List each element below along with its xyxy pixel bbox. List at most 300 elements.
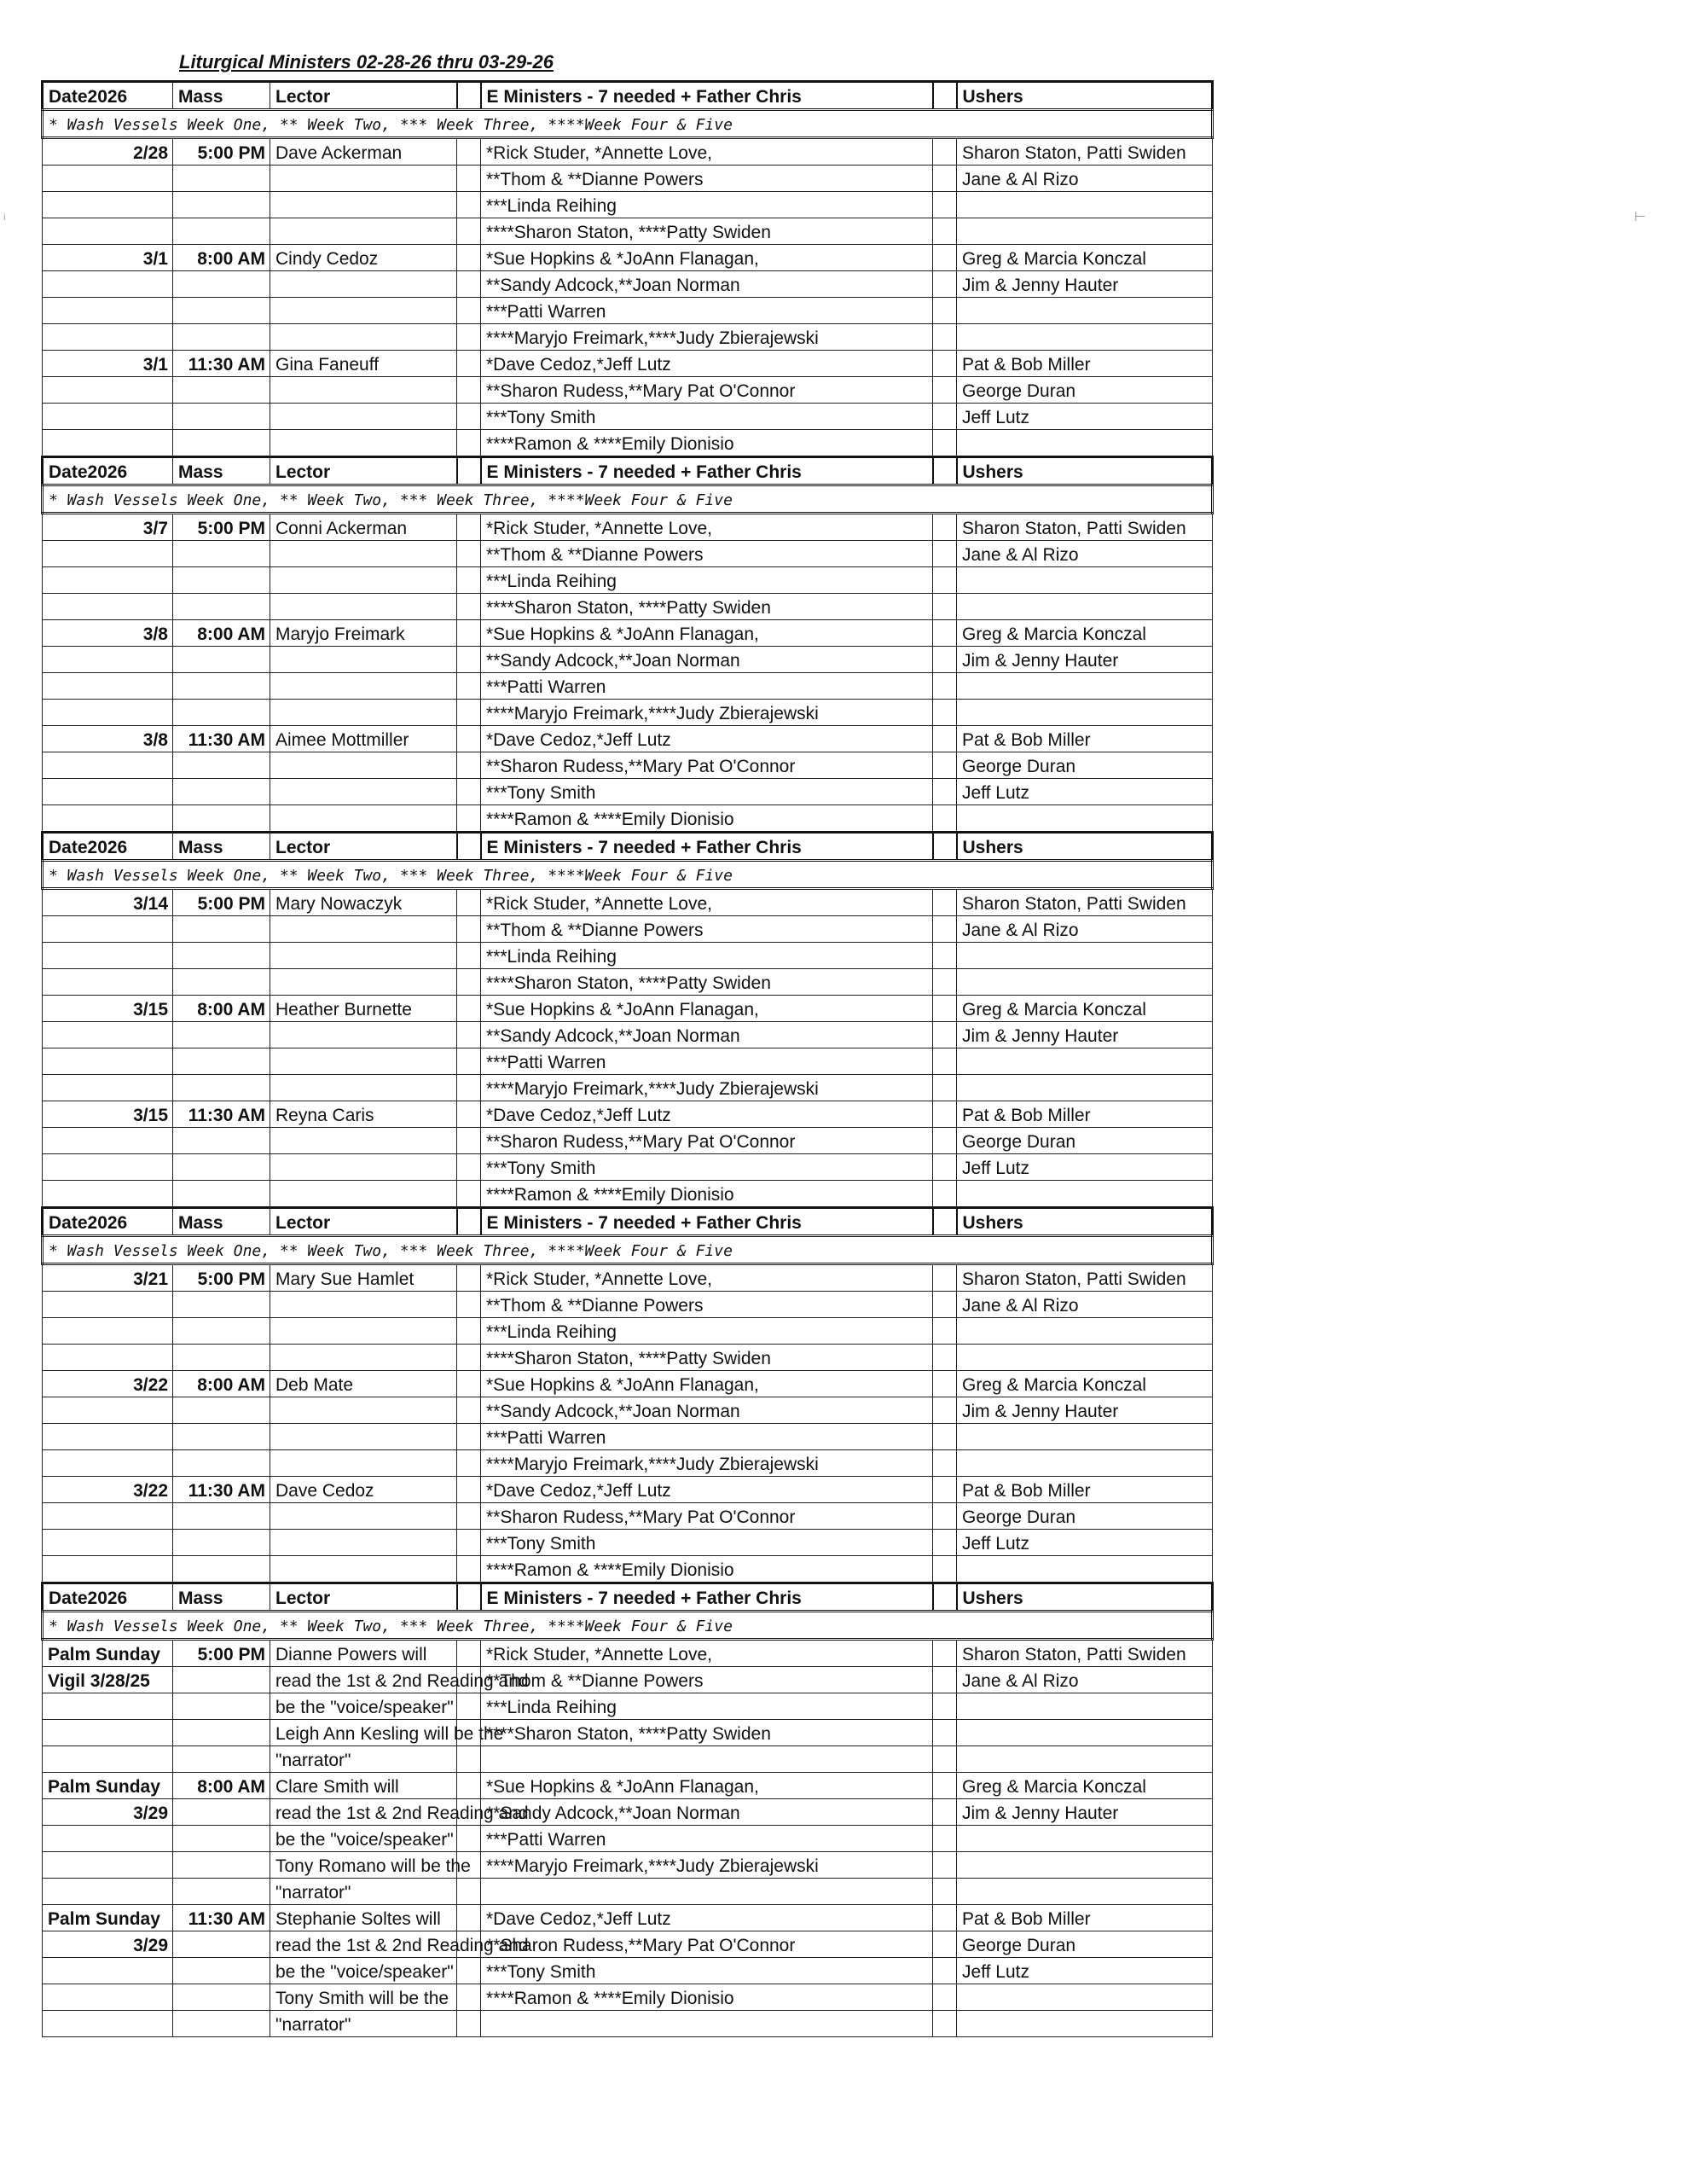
lector-cell: Leigh Ann Kesling will be the [270,1720,457,1746]
schedule-row [43,1879,1213,1905]
mass-time-cell [173,1154,270,1181]
mass-time-cell [173,192,270,218]
schedule-row [43,218,1213,245]
lector-cell: read the 1st & 2nd Reading and [270,1799,457,1826]
schedule-row [43,1667,1213,1693]
spacer-cell [457,1371,481,1397]
spacer-cell [933,2011,957,2037]
date-cell [43,324,173,351]
lector-cell: Dianne Powers will [270,1640,457,1667]
spacer-cell [457,1530,481,1556]
date-cell [43,298,173,324]
ministers-cell: *Rick Studer, *Annette Love, [481,1264,933,1292]
ministers-cell: *Rick Studer, *Annette Love, [481,138,933,166]
mass-time-cell [173,1318,270,1345]
date-cell [43,1318,173,1345]
spacer-cell [457,351,481,377]
spacer-cell [933,298,957,324]
date-cell [43,1826,173,1852]
lector-cell: "narrator" [270,2011,457,2037]
date-cell [43,943,173,969]
spacer-cell [933,1931,957,1958]
header-ushers: Ushers [957,82,1213,110]
ministers-cell: **Sharon Rudess,**Mary Pat O'Connor [481,377,933,404]
date-cell [43,1345,173,1371]
mass-time-cell [173,1075,270,1101]
mass-time-cell [173,805,270,833]
ministers-cell: **Sharon Rudess,**Mary Pat O'Connor [481,1128,933,1154]
schedule-row [43,351,1213,377]
ushers-cell: Jane & Al Rizo [957,1667,1213,1693]
lector-cell [270,1397,457,1424]
scan-mark-left: ᵢ [3,208,6,223]
spacer-cell [933,1640,957,1667]
schedule-row [43,1264,1213,1292]
ministers-cell: ****Maryjo Freimark,****Judy Zbierajewski [481,1852,933,1879]
ushers-cell: George Duran [957,1503,1213,1530]
date-cell [43,1154,173,1181]
header-gap [457,82,481,110]
header-gap [933,82,957,110]
spacer-cell [933,1879,957,1905]
spacer-cell [457,620,481,647]
ushers-cell: Jane & Al Rizo [957,916,1213,943]
date-cell: 3/1 [43,351,173,377]
date-cell [43,404,173,430]
ministers-cell: *Rick Studer, *Annette Love, [481,514,933,541]
lector-cell [270,1424,457,1450]
lector-cell: Aimee Mottmiller [270,726,457,752]
ushers-cell: George Duran [957,377,1213,404]
date-cell [43,805,173,833]
mass-time-cell [173,1693,270,1720]
lector-cell [270,752,457,779]
ushers-cell [957,1318,1213,1345]
spacer-cell [457,1477,481,1503]
spacer-cell [457,1984,481,2011]
spacer-cell [933,1450,957,1477]
lector-cell [270,271,457,298]
mass-time-cell [173,567,270,594]
mass-time-cell [173,1879,270,1905]
ministers-cell: ***Patti Warren [481,1826,933,1852]
date-cell [43,1292,173,1318]
mass-time-cell [173,752,270,779]
date-cell [43,192,173,218]
ministers-cell: ***Tony Smith [481,1154,933,1181]
lector-cell: Heather Burnette [270,996,457,1022]
lector-cell: Maryjo Freimark [270,620,457,647]
lector-cell [270,1345,457,1371]
schedule-row [43,1826,1213,1852]
mass-time-cell: 11:30 AM [173,1101,270,1128]
spacer-cell [457,567,481,594]
spacer-cell [933,1852,957,1879]
header-mass: Mass [173,82,270,110]
ministers-cell: ***Linda Reihing [481,192,933,218]
spacer-cell [933,805,957,833]
spacer-cell [933,351,957,377]
ushers-cell [957,1852,1213,1879]
schedule-row [43,1773,1213,1799]
header-gap [933,1208,957,1236]
ministers-cell: ****Sharon Staton, ****Patty Swiden [481,1345,933,1371]
mass-time-cell [173,779,270,805]
spacer-cell [933,1048,957,1075]
header-gap [457,1208,481,1236]
ushers-cell [957,218,1213,245]
ushers-cell: Jim & Jenny Hauter [957,1397,1213,1424]
schedule-row [43,1101,1213,1128]
ushers-cell [957,1450,1213,1477]
header-row [43,82,1213,110]
mass-time-cell [173,1292,270,1318]
lector-cell: "narrator" [270,1746,457,1773]
date-cell: Vigil 3/28/25 [43,1667,173,1693]
mass-time-cell [173,943,270,969]
ushers-cell: Jeff Lutz [957,779,1213,805]
spacer-cell [933,1128,957,1154]
ushers-cell [957,700,1213,726]
lector-cell: Clare Smith will [270,1773,457,1799]
schedule-row [43,2011,1213,2037]
lector-cell: Stephanie Soltes will [270,1905,457,1931]
spacer-cell [457,1503,481,1530]
ministers-cell [481,1746,933,1773]
schedule-row [43,541,1213,567]
spacer-cell [933,1154,957,1181]
date-cell [43,567,173,594]
mass-time-cell: 5:00 PM [173,889,270,916]
date-cell: 3/15 [43,996,173,1022]
ministers-cell: **Sharon Rudess,**Mary Pat O'Connor [481,1503,933,1530]
spacer-cell [457,324,481,351]
ministers-cell: ****Sharon Staton, ****Patty Swiden [481,594,933,620]
date-cell [43,271,173,298]
ushers-cell: Jane & Al Rizo [957,541,1213,567]
schedule-row [43,298,1213,324]
spacer-cell [933,647,957,673]
ushers-cell: Jeff Lutz [957,1958,1213,1984]
ministers-cell: ***Linda Reihing [481,1693,933,1720]
date-cell: Palm Sunday [43,1905,173,1931]
spacer-cell [933,271,957,298]
spacer-cell [933,1345,957,1371]
ministers-cell: *Sue Hopkins & *JoAnn Flanagan, [481,1773,933,1799]
date-cell [43,1852,173,1879]
ushers-cell: Greg & Marcia Konczal [957,620,1213,647]
date-cell [43,1556,173,1583]
lector-cell [270,1022,457,1048]
schedule-row [43,1345,1213,1371]
schedule-row [43,1931,1213,1958]
lector-cell [270,1503,457,1530]
date-cell: 3/8 [43,726,173,752]
ministers-cell: **Thom & **Dianne Powers [481,916,933,943]
schedule-row [43,969,1213,996]
header-lector: Lector [270,833,457,861]
spacer-cell [457,245,481,271]
spacer-cell [933,404,957,430]
ministers-cell: **Sandy Adcock,**Joan Norman [481,271,933,298]
lector-cell: be the "voice/speaker" [270,1826,457,1852]
spacer-cell [933,1075,957,1101]
lector-cell [270,1450,457,1477]
header-gap [933,1583,957,1612]
spacer-cell [457,1746,481,1773]
spacer-cell [933,324,957,351]
date-cell [43,218,173,245]
header-gap [457,833,481,861]
lector-cell [270,404,457,430]
date-cell [43,1746,173,1773]
lector-cell [270,594,457,620]
mass-time-cell [173,916,270,943]
mass-time-cell [173,1556,270,1583]
schedule-row [43,1640,1213,1667]
ushers-cell [957,324,1213,351]
ministers-cell: **Thom & **Dianne Powers [481,1292,933,1318]
date-cell [43,1424,173,1450]
ushers-cell: Greg & Marcia Konczal [957,1773,1213,1799]
mass-time-cell [173,1667,270,1693]
ministers-cell: ****Maryjo Freimark,****Judy Zbierajewski [481,700,933,726]
spacer-cell [933,245,957,271]
date-cell [43,969,173,996]
mass-time-cell [173,271,270,298]
schedule-row [43,620,1213,647]
spacer-cell [457,943,481,969]
ushers-cell: Pat & Bob Miller [957,1477,1213,1503]
date-cell [43,1530,173,1556]
ministers-cell: *Dave Cedoz,*Jeff Lutz [481,351,933,377]
header-date: Date2026 [43,457,173,485]
spacer-cell [457,1905,481,1931]
spacer-cell [933,1746,957,1773]
spacer-cell [933,1424,957,1450]
mass-time-cell [173,1530,270,1556]
header-gap [457,1583,481,1612]
ministers-cell: **Sandy Adcock,**Joan Norman [481,1022,933,1048]
wash-vessels-legend-row [43,1612,1213,1640]
spacer-cell [457,2011,481,2037]
schedule-row [43,324,1213,351]
ministers-cell: *Dave Cedoz,*Jeff Lutz [481,726,933,752]
date-cell [43,1075,173,1101]
spacer-cell [457,1693,481,1720]
mass-time-cell: 11:30 AM [173,1477,270,1503]
mass-time-cell: 11:30 AM [173,726,270,752]
spacer-cell [933,889,957,916]
ministers-cell: ****Sharon Staton, ****Patty Swiden [481,218,933,245]
ushers-cell [957,298,1213,324]
ministers-cell: ****Maryjo Freimark,****Judy Zbierajewski [481,1450,933,1477]
ushers-cell [957,2011,1213,2037]
lector-cell [270,377,457,404]
date-cell: 3/29 [43,1931,173,1958]
lector-cell [270,1128,457,1154]
spacer-cell [933,916,957,943]
ushers-cell [957,805,1213,833]
date-cell [43,1879,173,1905]
ministers-cell: ***Patti Warren [481,1424,933,1450]
spacer-cell [933,1264,957,1292]
spacer-cell [933,567,957,594]
spacer-cell [457,218,481,245]
spacer-cell [457,647,481,673]
schedule-row [43,1424,1213,1450]
ministers-cell: ****Ramon & ****Emily Dionisio [481,805,933,833]
mass-time-cell: 5:00 PM [173,1264,270,1292]
header-mass: Mass [173,833,270,861]
ministers-cell: *Sue Hopkins & *JoAnn Flanagan, [481,996,933,1022]
spacer-cell [933,726,957,752]
date-cell [43,377,173,404]
spacer-cell [933,1826,957,1852]
lector-cell [270,324,457,351]
schedule-row [43,779,1213,805]
spacer-cell [457,700,481,726]
header-row [43,457,1213,485]
spacer-cell [457,726,481,752]
lector-cell [270,218,457,245]
ushers-cell [957,673,1213,700]
spacer-cell [457,1181,481,1208]
wash-vessels-legend-row [43,485,1213,514]
mass-time-cell: 8:00 AM [173,620,270,647]
ushers-cell [957,1693,1213,1720]
mass-time-cell [173,700,270,726]
spacer-cell [933,1397,957,1424]
schedule-row [43,245,1213,271]
spacer-cell [457,1879,481,1905]
schedule-row [43,1128,1213,1154]
spacer-cell [933,1181,957,1208]
lector-cell [270,1292,457,1318]
lector-cell [270,541,457,567]
wash-vessels-legend-row [43,861,1213,889]
mass-time-cell [173,404,270,430]
ministers-cell: **Sharon Rudess,**Mary Pat O'Connor [481,1931,933,1958]
date-cell: 2/28 [43,138,173,166]
ministers-cell: **Thom & **Dianne Powers [481,541,933,567]
mass-time-cell [173,1022,270,1048]
header-mass: Mass [173,1208,270,1236]
spacer-cell [457,514,481,541]
header-date: Date2026 [43,1208,173,1236]
date-cell: Palm Sunday [43,1773,173,1799]
wash-vessels-legend-row [43,110,1213,138]
ministers-cell: ***Patti Warren [481,298,933,324]
ushers-cell: Jeff Lutz [957,404,1213,430]
spacer-cell [457,377,481,404]
date-cell [43,541,173,567]
header-mass: Mass [173,1583,270,1612]
date-cell: Palm Sunday [43,1640,173,1667]
schedule-row [43,1720,1213,1746]
mass-time-cell [173,594,270,620]
header-ushers: Ushers [957,457,1213,485]
mass-time-cell [173,541,270,567]
mass-time-cell [173,377,270,404]
spacer-cell [457,138,481,166]
spacer-cell [457,192,481,218]
ushers-cell [957,1746,1213,1773]
ushers-cell [957,1424,1213,1450]
date-cell [43,1048,173,1075]
schedule-row [43,889,1213,916]
ministers-cell: *Rick Studer, *Annette Love, [481,1640,933,1667]
spacer-cell [457,1958,481,1984]
spacer-cell [457,1773,481,1799]
header-lector: Lector [270,82,457,110]
header-ministers: E Ministers - 7 needed + Father Chris [481,457,933,485]
ushers-cell [957,1075,1213,1101]
schedule-row [43,1799,1213,1826]
lector-cell [270,1075,457,1101]
ministers-cell: ***Patti Warren [481,1048,933,1075]
spacer-cell [933,1720,957,1746]
mass-time-cell [173,1181,270,1208]
wash-vessels-legend: * Wash Vessels Week One, ** Week Two, *** Week Three, ****Week Four & Five [43,485,1213,514]
ministers-cell: ***Patti Warren [481,673,933,700]
schedule-row [43,1371,1213,1397]
wash-vessels-legend: * Wash Vessels Week One, ** Week Two, *** Week Three, ****Week Four & Five [43,110,1213,138]
date-cell [43,430,173,457]
date-cell: 3/15 [43,1101,173,1128]
spacer-cell [457,889,481,916]
schedule-row [43,943,1213,969]
header-date: Date2026 [43,1583,173,1612]
ushers-cell: Greg & Marcia Konczal [957,1371,1213,1397]
ushers-cell [957,594,1213,620]
ushers-cell: Greg & Marcia Konczal [957,245,1213,271]
schedule-row [43,1181,1213,1208]
spacer-cell [457,969,481,996]
schedule-row [43,377,1213,404]
mass-time-cell: 11:30 AM [173,1905,270,1931]
spacer-cell [457,1292,481,1318]
lector-cell [270,916,457,943]
spacer-cell [933,1292,957,1318]
ministers-cell: ****Ramon & ****Emily Dionisio [481,430,933,457]
header-lector: Lector [270,1208,457,1236]
ushers-cell: Jim & Jenny Hauter [957,647,1213,673]
schedule-row [43,1075,1213,1101]
spacer-cell [933,218,957,245]
spacer-cell [457,805,481,833]
ushers-cell: Jim & Jenny Hauter [957,1022,1213,1048]
lector-cell: read the 1st & 2nd Reading and [270,1931,457,1958]
ministers-cell: ****Ramon & ****Emily Dionisio [481,1984,933,2011]
schedule-row [43,1154,1213,1181]
ministers-cell: ****Ramon & ****Emily Dionisio [481,1181,933,1208]
spacer-cell [457,1556,481,1583]
lector-cell: Conni Ackerman [270,514,457,541]
mass-time-cell: 5:00 PM [173,514,270,541]
schedule-row [43,805,1213,833]
ministers-cell: **Sandy Adcock,**Joan Norman [481,647,933,673]
spacer-cell [933,752,957,779]
ushers-cell [957,1048,1213,1075]
spacer-cell [933,969,957,996]
ministers-cell: ****Maryjo Freimark,****Judy Zbierajewski [481,1075,933,1101]
date-cell [43,2011,173,2037]
ushers-cell: Jim & Jenny Hauter [957,1799,1213,1826]
ushers-cell [957,969,1213,996]
mass-time-cell [173,1931,270,1958]
spacer-cell [457,271,481,298]
